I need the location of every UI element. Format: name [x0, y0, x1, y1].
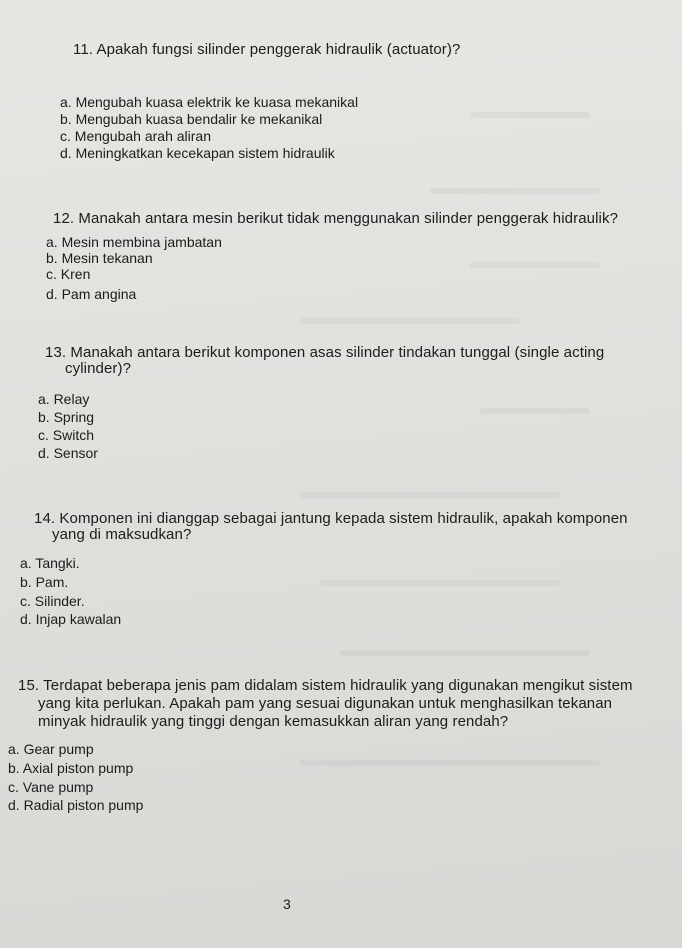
question-14-stem-line-1: 14. Komponen ini dianggap sebagai jantung kepada sistem hidraulik, apakah komponen — [34, 510, 628, 527]
question-11-option-b: b. Mengubah kuasa bendalir ke mekanikal — [60, 111, 323, 127]
question-13-option-a: a. Relay — [38, 391, 90, 407]
question-13-stem-line-1: 13. Manakah antara berikut komponen asas silinder tindakan tunggal (single acting — [45, 344, 605, 361]
question-15-stem-line-3: minyak hidraulik yang tinggi dengan kemasukkan aliran yang rendah? — [38, 713, 509, 730]
question-12-option-d: d. Pam angina — [46, 286, 137, 302]
question-11-option-a: a. Mengubah kuasa elektrik ke kuasa mekanikal — [60, 94, 359, 110]
question-14-stem-line-2: yang di maksudkan? — [52, 526, 192, 543]
question-14-option-d: d. Injap kawalan — [20, 611, 122, 627]
question-12-option-c: c. Kren — [46, 266, 91, 282]
question-13-option-d: d. Sensor — [38, 445, 98, 461]
question-14-option-b: b. Pam. — [20, 574, 69, 590]
question-12-option-b: b. Mesin tekanan — [46, 250, 153, 266]
question-11-stem: 11. Apakah fungsi silinder penggerak hidraulik (actuator)? — [73, 41, 461, 58]
question-13-option-c: c. Switch — [38, 427, 95, 443]
question-12-option-a: a. Mesin membina jambatan — [46, 234, 222, 250]
question-14-option-c: c. Silinder. — [20, 593, 85, 609]
page-number: 3 — [283, 896, 291, 912]
question-15-option-a: a. Gear pump — [8, 741, 94, 757]
question-15-option-d: d. Radial piston pump — [8, 797, 144, 813]
question-14-option-a: a. Tangki. — [20, 555, 80, 571]
question-11-option-c: c. Mengubah arah aliran — [60, 128, 211, 144]
question-11-option-d: d. Meningkatkan kecekapan sistem hidraulik — [60, 145, 335, 161]
question-15-option-b: b. Axial piston pump — [8, 760, 134, 776]
question-13-option-b: b. Spring — [38, 409, 95, 425]
question-15-stem-line-1: 15. Terdapat beberapa jenis pam didalam sistem hidraulik yang digunakan mengikut sistem — [18, 677, 633, 694]
question-12-stem: 12. Manakah antara mesin berikut tidak menggunakan silinder penggerak hidraulik? — [53, 210, 619, 227]
question-13-stem-line-2: cylinder)? — [65, 360, 132, 377]
question-15-option-c: c. Vane pump — [8, 779, 94, 795]
question-15-stem-line-2: yang kita perlukan. Apakah pam yang sesuai digunakan untuk menghasilkan tekanan — [38, 695, 613, 712]
